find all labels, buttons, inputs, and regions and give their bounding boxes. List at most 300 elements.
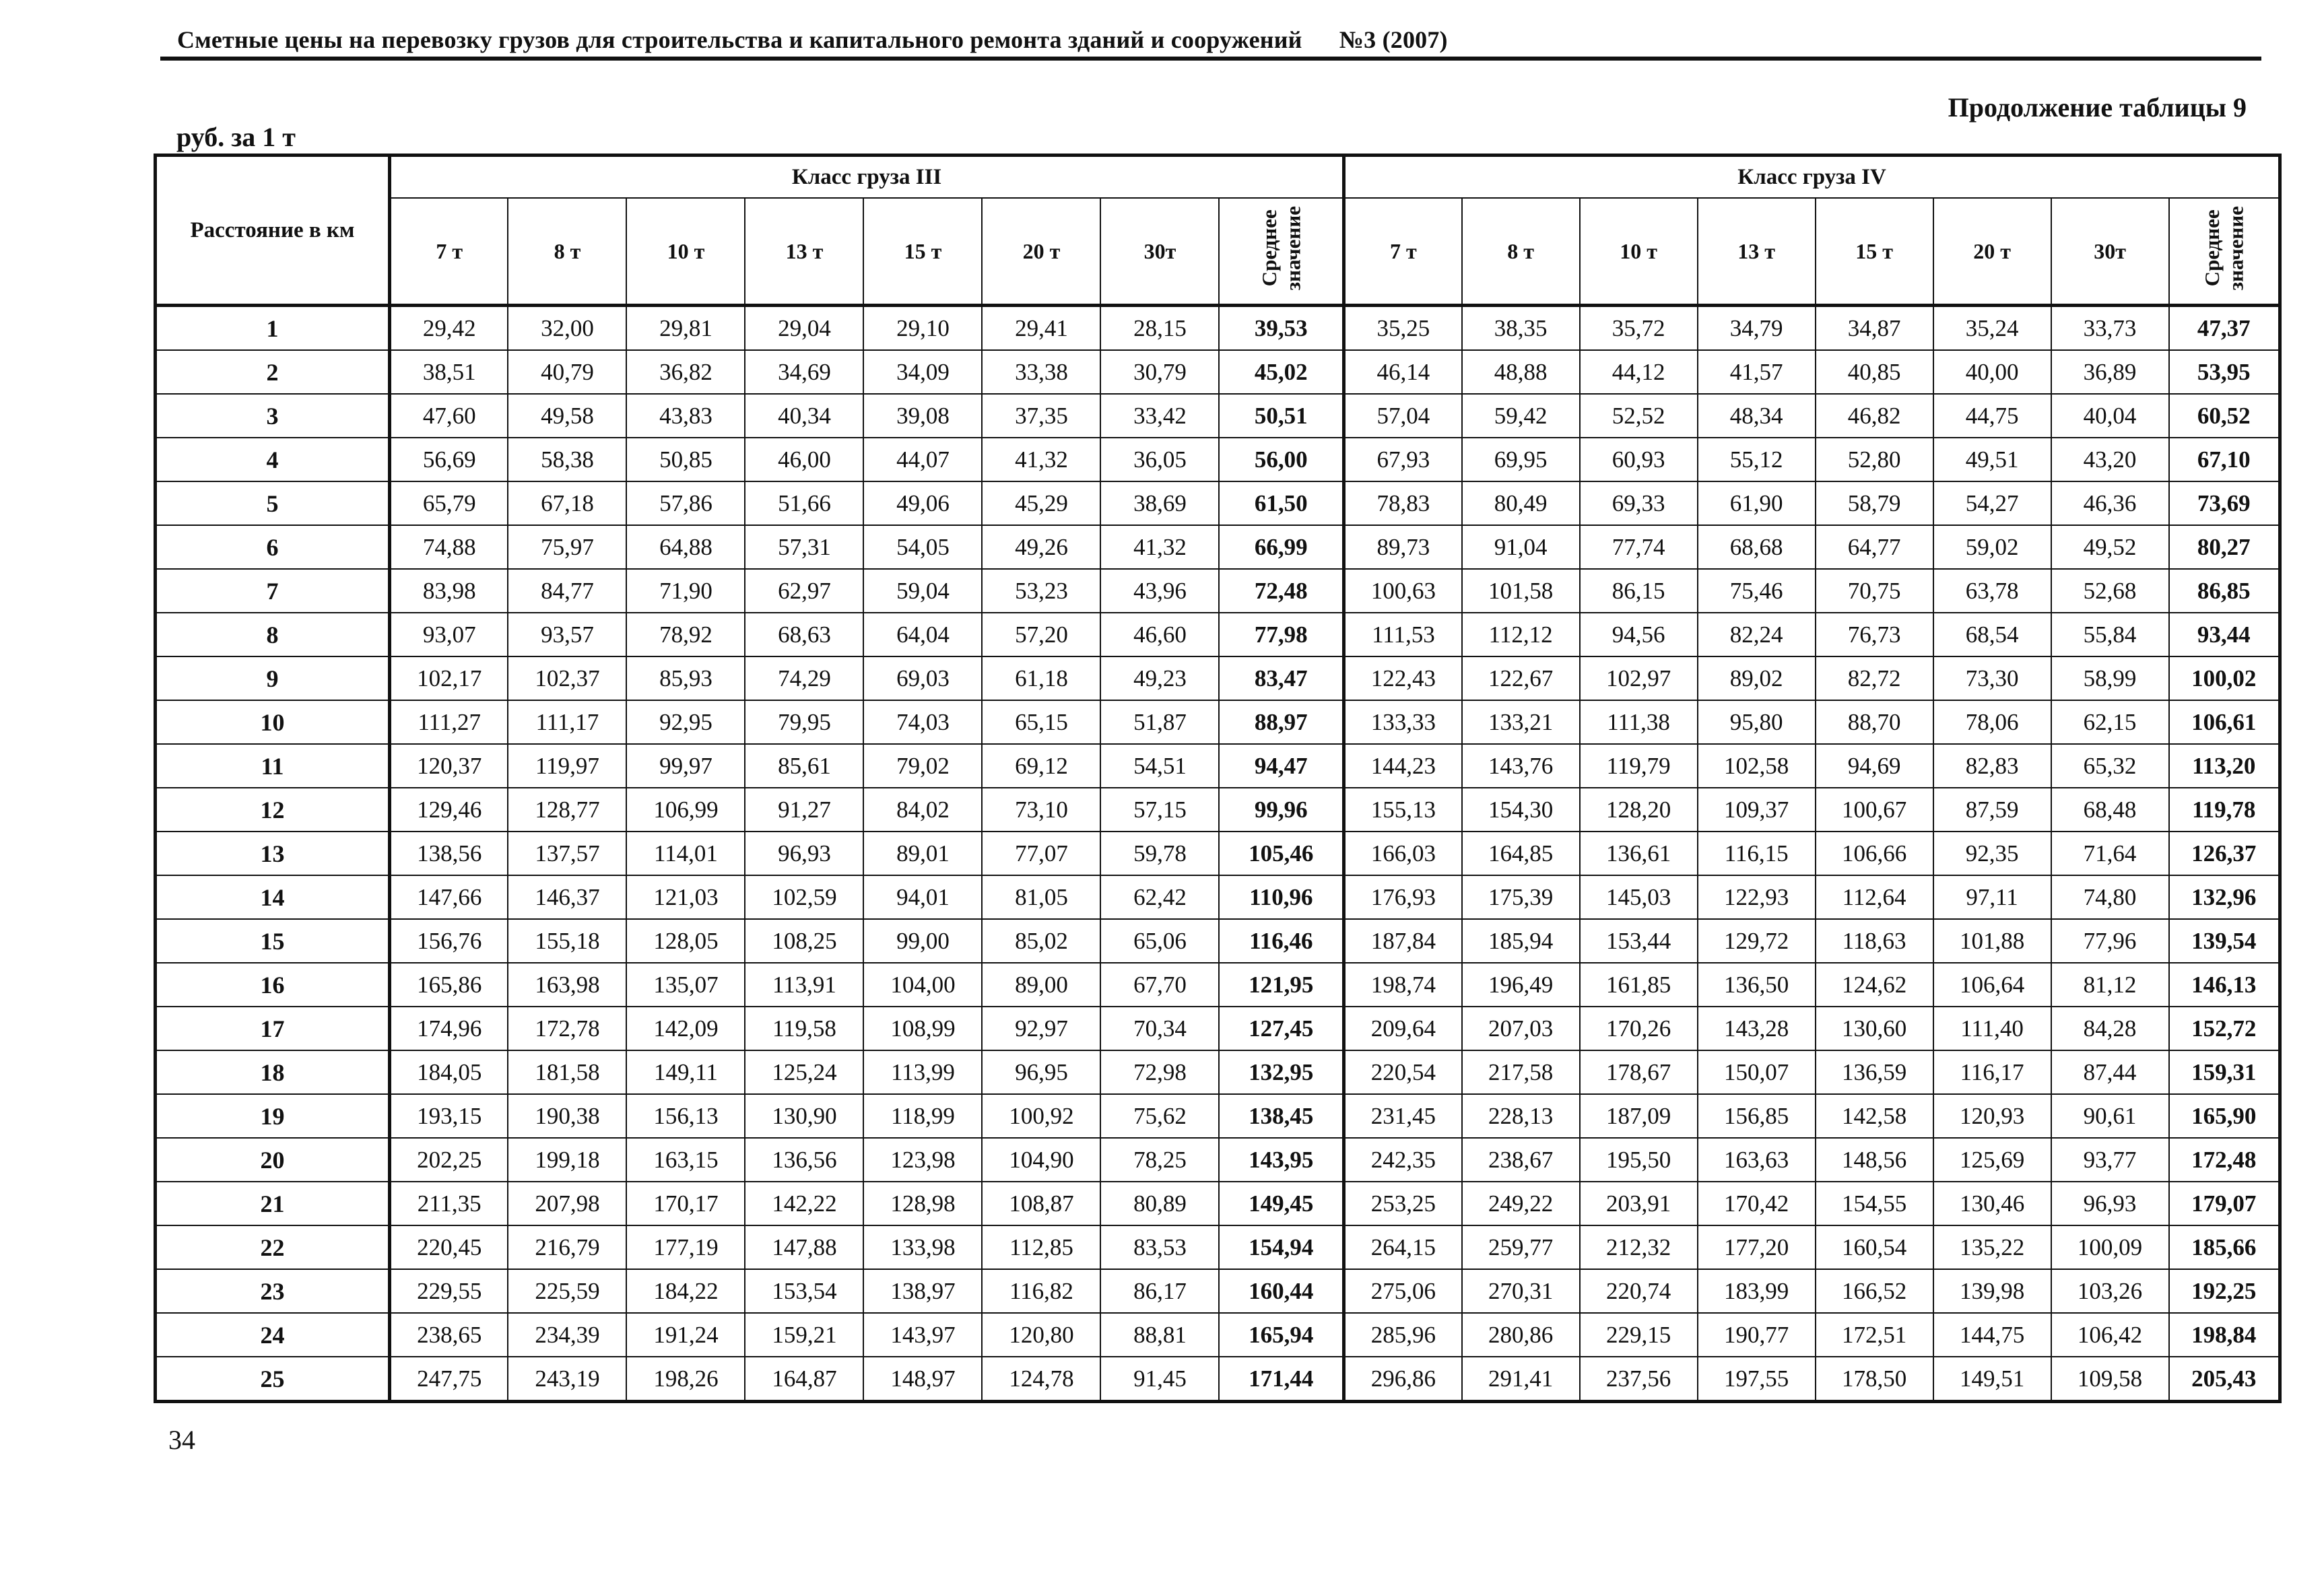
price-cell: 190,38 bbox=[508, 1094, 626, 1138]
price-cell: 68,68 bbox=[1698, 525, 1816, 569]
price-cell: 52,68 bbox=[2051, 569, 2169, 613]
price-cell: 130,90 bbox=[745, 1094, 863, 1138]
price-cell: 73,30 bbox=[1933, 656, 2051, 700]
price-cell: 49,52 bbox=[2051, 525, 2169, 569]
price-cell: 220,74 bbox=[1580, 1269, 1698, 1313]
price-cell: 44,07 bbox=[863, 438, 982, 481]
average-cell: 149,45 bbox=[1219, 1182, 1343, 1225]
price-cell: 147,66 bbox=[389, 875, 508, 919]
price-cell: 46,00 bbox=[745, 438, 863, 481]
average-cell: 73,69 bbox=[2169, 481, 2280, 525]
price-cell: 59,78 bbox=[1100, 832, 1219, 875]
price-cell: 237,56 bbox=[1580, 1357, 1698, 1402]
price-cell: 29,81 bbox=[626, 306, 745, 351]
price-cell: 57,15 bbox=[1100, 788, 1219, 832]
price-cell: 44,75 bbox=[1933, 394, 2051, 438]
price-cell: 89,02 bbox=[1698, 656, 1816, 700]
price-cell: 102,97 bbox=[1580, 656, 1698, 700]
average-cell: 139,54 bbox=[2169, 919, 2280, 963]
average-cell: 88,97 bbox=[1219, 700, 1343, 744]
average-cell: 159,31 bbox=[2169, 1050, 2280, 1094]
average-cell: 110,96 bbox=[1219, 875, 1343, 919]
average-cell: 121,95 bbox=[1219, 963, 1343, 1007]
price-cell: 62,15 bbox=[2051, 700, 2169, 744]
price-cell: 88,81 bbox=[1100, 1313, 1219, 1357]
table-row bbox=[156, 1225, 2280, 1269]
price-cell: 34,09 bbox=[863, 350, 982, 394]
price-cell: 135,22 bbox=[1933, 1225, 2051, 1269]
distance-cell: 17 bbox=[156, 1007, 390, 1050]
table-row bbox=[156, 656, 2280, 700]
price-cell: 72,98 bbox=[1100, 1050, 1219, 1094]
price-cell: 40,34 bbox=[745, 394, 863, 438]
price-cell: 109,58 bbox=[2051, 1357, 2169, 1402]
table-row bbox=[156, 1357, 2280, 1402]
average-cell: 152,72 bbox=[2169, 1007, 2280, 1050]
price-cell: 35,24 bbox=[1933, 306, 2051, 351]
price-cell: 48,34 bbox=[1698, 394, 1816, 438]
price-cell: 220,54 bbox=[1344, 1050, 1462, 1094]
price-cell: 270,31 bbox=[1462, 1269, 1580, 1313]
price-cell: 101,58 bbox=[1462, 569, 1580, 613]
average-cell: 165,94 bbox=[1219, 1313, 1343, 1357]
price-cell: 55,12 bbox=[1698, 438, 1816, 481]
table-row bbox=[156, 306, 2280, 351]
price-cell: 75,62 bbox=[1100, 1094, 1219, 1138]
average-cell: 99,96 bbox=[1219, 788, 1343, 832]
price-cell: 163,98 bbox=[508, 963, 626, 1007]
price-cell: 106,64 bbox=[1933, 963, 2051, 1007]
table-row bbox=[156, 1269, 2280, 1313]
price-cell: 67,70 bbox=[1100, 963, 1219, 1007]
price-cell: 104,90 bbox=[982, 1138, 1100, 1182]
price-cell: 87,59 bbox=[1933, 788, 2051, 832]
price-cell: 123,98 bbox=[863, 1138, 982, 1182]
distance-cell: 12 bbox=[156, 788, 390, 832]
price-cell: 102,58 bbox=[1698, 744, 1816, 788]
price-cell: 116,82 bbox=[982, 1269, 1100, 1313]
price-cell: 156,76 bbox=[389, 919, 508, 963]
price-cell: 108,99 bbox=[863, 1007, 982, 1050]
price-cell: 57,20 bbox=[982, 613, 1100, 656]
price-cell: 124,62 bbox=[1816, 963, 1933, 1007]
distance-cell: 5 bbox=[156, 481, 390, 525]
price-cell: 74,88 bbox=[389, 525, 508, 569]
price-cell: 113,99 bbox=[863, 1050, 982, 1094]
price-cell: 57,31 bbox=[745, 525, 863, 569]
price-cell: 177,19 bbox=[626, 1225, 745, 1269]
price-cell: 118,63 bbox=[1816, 919, 1933, 963]
price-cell: 175,39 bbox=[1462, 875, 1580, 919]
table-row bbox=[156, 1182, 2280, 1225]
price-cell: 78,92 bbox=[626, 613, 745, 656]
price-cell: 143,97 bbox=[863, 1313, 982, 1357]
price-cell: 129,46 bbox=[389, 788, 508, 832]
price-cell: 46,82 bbox=[1816, 394, 1933, 438]
price-cell: 43,83 bbox=[626, 394, 745, 438]
price-cell: 142,09 bbox=[626, 1007, 745, 1050]
average-cell: 179,07 bbox=[2169, 1182, 2280, 1225]
price-cell: 133,21 bbox=[1462, 700, 1580, 744]
price-cell: 78,25 bbox=[1100, 1138, 1219, 1182]
price-cell: 68,54 bbox=[1933, 613, 2051, 656]
price-cell: 45,29 bbox=[982, 481, 1100, 525]
price-cell: 203,91 bbox=[1580, 1182, 1698, 1225]
price-cell: 112,64 bbox=[1816, 875, 1933, 919]
price-cell: 95,80 bbox=[1698, 700, 1816, 744]
distance-cell: 9 bbox=[156, 656, 390, 700]
distance-cell: 25 bbox=[156, 1357, 390, 1402]
price-cell: 172,51 bbox=[1816, 1313, 1933, 1357]
price-cell: 28,15 bbox=[1100, 306, 1219, 351]
average-cell: 45,02 bbox=[1219, 350, 1343, 394]
price-cell: 112,85 bbox=[982, 1225, 1100, 1269]
price-cell: 49,51 bbox=[1933, 438, 2051, 481]
price-cell: 135,07 bbox=[626, 963, 745, 1007]
price-cell: 144,23 bbox=[1344, 744, 1462, 788]
price-cell: 220,45 bbox=[389, 1225, 508, 1269]
price-cell: 94,56 bbox=[1580, 613, 1698, 656]
column-header: 13 т bbox=[1698, 198, 1816, 306]
price-cell: 185,94 bbox=[1462, 919, 1580, 963]
price-cell: 178,50 bbox=[1816, 1357, 1933, 1402]
table-row bbox=[156, 438, 2280, 481]
price-cell: 154,55 bbox=[1816, 1182, 1933, 1225]
price-cell: 96,95 bbox=[982, 1050, 1100, 1094]
table-row bbox=[156, 525, 2280, 569]
price-cell: 193,15 bbox=[389, 1094, 508, 1138]
price-cell: 156,85 bbox=[1698, 1094, 1816, 1138]
average-cell: 77,98 bbox=[1219, 613, 1343, 656]
price-cell: 146,37 bbox=[508, 875, 626, 919]
price-cell: 165,86 bbox=[389, 963, 508, 1007]
distance-cell: 1 bbox=[156, 306, 390, 351]
price-cell: 121,03 bbox=[626, 875, 745, 919]
price-cell: 111,17 bbox=[508, 700, 626, 744]
price-cell: 111,38 bbox=[1580, 700, 1698, 744]
price-cell: 84,28 bbox=[2051, 1007, 2169, 1050]
price-cell: 90,61 bbox=[2051, 1094, 2169, 1138]
price-cell: 125,69 bbox=[1933, 1138, 2051, 1182]
price-cell: 264,15 bbox=[1344, 1225, 1462, 1269]
price-cell: 212,32 bbox=[1580, 1225, 1698, 1269]
price-cell: 85,93 bbox=[626, 656, 745, 700]
distance-cell: 15 bbox=[156, 919, 390, 963]
price-cell: 40,79 bbox=[508, 350, 626, 394]
price-cell: 64,77 bbox=[1816, 525, 1933, 569]
price-cell: 41,32 bbox=[982, 438, 1100, 481]
average-cell: 56,00 bbox=[1219, 438, 1343, 481]
header-title: Сметные цены на перевозку грузов для строительства и капитального ремонта зданий и сооружений bbox=[177, 26, 1302, 53]
price-cell: 197,55 bbox=[1698, 1357, 1816, 1402]
price-cell: 153,54 bbox=[745, 1269, 863, 1313]
price-cell: 41,57 bbox=[1698, 350, 1816, 394]
price-cell: 243,19 bbox=[508, 1357, 626, 1402]
price-cell: 82,83 bbox=[1933, 744, 2051, 788]
price-cell: 34,69 bbox=[745, 350, 863, 394]
price-cell: 130,46 bbox=[1933, 1182, 2051, 1225]
price-cell: 58,79 bbox=[1816, 481, 1933, 525]
price-cell: 34,87 bbox=[1816, 306, 1933, 351]
price-cell: 65,32 bbox=[2051, 744, 2169, 788]
column-header: 7 т bbox=[389, 198, 508, 306]
price-cell: 62,97 bbox=[745, 569, 863, 613]
price-cell: 119,79 bbox=[1580, 744, 1698, 788]
price-cell: 102,17 bbox=[389, 656, 508, 700]
price-cell: 99,97 bbox=[626, 744, 745, 788]
average-cell: 47,37 bbox=[2169, 306, 2280, 351]
price-cell: 108,87 bbox=[982, 1182, 1100, 1225]
price-cell: 138,97 bbox=[863, 1269, 982, 1313]
table-row bbox=[156, 1138, 2280, 1182]
group-header-class-3: Класс груза III bbox=[389, 156, 1343, 199]
price-cell: 57,04 bbox=[1344, 394, 1462, 438]
table-column-header-row bbox=[156, 198, 2280, 306]
price-cell: 52,80 bbox=[1816, 438, 1933, 481]
average-cell: 61,50 bbox=[1219, 481, 1343, 525]
average-cell: 172,48 bbox=[2169, 1138, 2280, 1182]
average-cell: 60,52 bbox=[2169, 394, 2280, 438]
price-cell: 149,11 bbox=[626, 1050, 745, 1094]
price-cell: 38,69 bbox=[1100, 481, 1219, 525]
price-cell: 187,09 bbox=[1580, 1094, 1698, 1138]
average-cell: 67,10 bbox=[2169, 438, 2280, 481]
average-cell: 80,27 bbox=[2169, 525, 2280, 569]
price-cell: 113,91 bbox=[745, 963, 863, 1007]
price-cell: 39,08 bbox=[863, 394, 982, 438]
price-cell: 166,52 bbox=[1816, 1269, 1933, 1313]
price-cell: 228,13 bbox=[1462, 1094, 1580, 1138]
price-cell: 77,07 bbox=[982, 832, 1100, 875]
average-cell: 138,45 bbox=[1219, 1094, 1343, 1138]
column-header: 7 т bbox=[1344, 198, 1462, 306]
price-cell: 70,34 bbox=[1100, 1007, 1219, 1050]
price-cell: 231,45 bbox=[1344, 1094, 1462, 1138]
table-row bbox=[156, 788, 2280, 832]
price-cell: 207,98 bbox=[508, 1182, 626, 1225]
price-cell: 102,59 bbox=[745, 875, 863, 919]
price-cell: 74,03 bbox=[863, 700, 982, 744]
price-cell: 124,78 bbox=[982, 1357, 1100, 1402]
price-cell: 128,20 bbox=[1580, 788, 1698, 832]
column-header: 15 т bbox=[1816, 198, 1933, 306]
price-cell: 54,51 bbox=[1100, 744, 1219, 788]
price-cell: 187,84 bbox=[1344, 919, 1462, 963]
price-cell: 59,02 bbox=[1933, 525, 2051, 569]
price-cell: 184,22 bbox=[626, 1269, 745, 1313]
average-cell: 66,99 bbox=[1219, 525, 1343, 569]
distance-header: Расстояние в км bbox=[156, 156, 390, 306]
price-cell: 164,85 bbox=[1462, 832, 1580, 875]
price-cell: 92,35 bbox=[1933, 832, 2051, 875]
column-header: 30т bbox=[2051, 198, 2169, 306]
table-row bbox=[156, 1007, 2280, 1050]
price-cell: 116,17 bbox=[1933, 1050, 2051, 1094]
price-cell: 172,78 bbox=[508, 1007, 626, 1050]
price-cell: 280,86 bbox=[1462, 1313, 1580, 1357]
average-cell: 165,90 bbox=[2169, 1094, 2280, 1138]
price-cell: 33,38 bbox=[982, 350, 1100, 394]
average-cell: 93,44 bbox=[2169, 613, 2280, 656]
price-cell: 89,01 bbox=[863, 832, 982, 875]
price-cell: 92,97 bbox=[982, 1007, 1100, 1050]
price-cell: 82,24 bbox=[1698, 613, 1816, 656]
column-header bbox=[1219, 198, 1343, 306]
price-cell: 91,04 bbox=[1462, 525, 1580, 569]
average-cell: 171,44 bbox=[1219, 1357, 1343, 1402]
distance-cell: 14 bbox=[156, 875, 390, 919]
price-cell: 122,93 bbox=[1698, 875, 1816, 919]
price-cell: 61,90 bbox=[1698, 481, 1816, 525]
price-cell: 74,80 bbox=[2051, 875, 2169, 919]
price-cell: 139,98 bbox=[1933, 1269, 2051, 1313]
price-cell: 68,63 bbox=[745, 613, 863, 656]
column-header: 30т bbox=[1100, 198, 1219, 306]
table-row bbox=[156, 700, 2280, 744]
price-cell: 74,29 bbox=[745, 656, 863, 700]
price-cell: 46,14 bbox=[1344, 350, 1462, 394]
table-row bbox=[156, 1094, 2280, 1138]
price-cell: 147,88 bbox=[745, 1225, 863, 1269]
price-cell: 92,95 bbox=[626, 700, 745, 744]
price-cell: 128,77 bbox=[508, 788, 626, 832]
price-cell: 216,79 bbox=[508, 1225, 626, 1269]
price-cell: 108,25 bbox=[745, 919, 863, 963]
price-cell: 111,27 bbox=[389, 700, 508, 744]
price-cell: 80,49 bbox=[1462, 481, 1580, 525]
price-cell: 190,77 bbox=[1698, 1313, 1816, 1357]
price-cell: 38,35 bbox=[1462, 306, 1580, 351]
table-row bbox=[156, 569, 2280, 613]
price-cell: 102,37 bbox=[508, 656, 626, 700]
price-cell: 100,63 bbox=[1344, 569, 1462, 613]
price-cell: 84,77 bbox=[508, 569, 626, 613]
price-cell: 111,53 bbox=[1344, 613, 1462, 656]
price-cell: 54,27 bbox=[1933, 481, 2051, 525]
price-cell: 291,41 bbox=[1462, 1357, 1580, 1402]
average-value-header: Среднее значение bbox=[2199, 206, 2248, 291]
distance-cell: 2 bbox=[156, 350, 390, 394]
price-cell: 93,57 bbox=[508, 613, 626, 656]
price-cell: 78,83 bbox=[1344, 481, 1462, 525]
price-cell: 54,05 bbox=[863, 525, 982, 569]
average-cell: 105,46 bbox=[1219, 832, 1343, 875]
price-cell: 176,93 bbox=[1344, 875, 1462, 919]
price-cell: 49,26 bbox=[982, 525, 1100, 569]
table-row bbox=[156, 832, 2280, 875]
price-cell: 101,88 bbox=[1933, 919, 2051, 963]
price-cell: 211,35 bbox=[389, 1182, 508, 1225]
table-row bbox=[156, 963, 2280, 1007]
table-row bbox=[156, 919, 2280, 963]
price-cell: 100,67 bbox=[1816, 788, 1933, 832]
price-cell: 91,45 bbox=[1100, 1357, 1219, 1402]
price-cell: 111,40 bbox=[1933, 1007, 2051, 1050]
price-cell: 91,27 bbox=[745, 788, 863, 832]
price-cell: 40,04 bbox=[2051, 394, 2169, 438]
price-cell: 76,73 bbox=[1816, 613, 1933, 656]
price-cell: 94,69 bbox=[1816, 744, 1933, 788]
price-cell: 229,15 bbox=[1580, 1313, 1698, 1357]
price-cell: 34,79 bbox=[1698, 306, 1816, 351]
distance-cell: 11 bbox=[156, 744, 390, 788]
price-cell: 142,22 bbox=[745, 1182, 863, 1225]
price-cell: 163,63 bbox=[1698, 1138, 1816, 1182]
table-row bbox=[156, 481, 2280, 525]
price-cell: 75,97 bbox=[508, 525, 626, 569]
distance-cell: 10 bbox=[156, 700, 390, 744]
price-cell: 85,61 bbox=[745, 744, 863, 788]
price-cell: 106,42 bbox=[2051, 1313, 2169, 1357]
price-cell: 160,54 bbox=[1816, 1225, 1933, 1269]
price-cell: 143,76 bbox=[1462, 744, 1580, 788]
price-cell: 80,89 bbox=[1100, 1182, 1219, 1225]
column-header: 20 т bbox=[1933, 198, 2051, 306]
price-cell: 133,33 bbox=[1344, 700, 1462, 744]
average-cell: 83,47 bbox=[1219, 656, 1343, 700]
price-cell: 86,15 bbox=[1580, 569, 1698, 613]
price-cell: 89,73 bbox=[1344, 525, 1462, 569]
units-label: руб. за 1 т bbox=[176, 122, 296, 152]
price-cell: 78,06 bbox=[1933, 700, 2051, 744]
price-cell: 217,58 bbox=[1462, 1050, 1580, 1094]
table-row bbox=[156, 350, 2280, 394]
price-cell: 120,37 bbox=[389, 744, 508, 788]
price-cell: 71,90 bbox=[626, 569, 745, 613]
price-cell: 70,75 bbox=[1816, 569, 1933, 613]
column-header: 13 т bbox=[745, 198, 863, 306]
price-cell: 53,23 bbox=[982, 569, 1100, 613]
average-cell: 192,25 bbox=[2169, 1269, 2280, 1313]
price-cell: 35,25 bbox=[1344, 306, 1462, 351]
distance-cell: 3 bbox=[156, 394, 390, 438]
price-cell: 275,06 bbox=[1344, 1269, 1462, 1313]
price-cell: 93,77 bbox=[2051, 1138, 2169, 1182]
price-cell: 161,85 bbox=[1580, 963, 1698, 1007]
column-header: 15 т bbox=[863, 198, 982, 306]
price-cell: 156,13 bbox=[626, 1094, 745, 1138]
price-cell: 225,59 bbox=[508, 1269, 626, 1313]
price-cell: 75,46 bbox=[1698, 569, 1816, 613]
price-cell: 46,36 bbox=[2051, 481, 2169, 525]
price-cell: 33,73 bbox=[2051, 306, 2169, 351]
price-cell: 209,64 bbox=[1344, 1007, 1462, 1050]
average-cell: 146,13 bbox=[2169, 963, 2280, 1007]
price-cell: 159,21 bbox=[745, 1313, 863, 1357]
price-cell: 69,33 bbox=[1580, 481, 1698, 525]
price-cell: 148,56 bbox=[1816, 1138, 1933, 1182]
price-cell: 122,43 bbox=[1344, 656, 1462, 700]
distance-cell: 8 bbox=[156, 613, 390, 656]
price-cell: 63,78 bbox=[1933, 569, 2051, 613]
price-cell: 253,25 bbox=[1344, 1182, 1462, 1225]
price-cell: 40,00 bbox=[1933, 350, 2051, 394]
price-cell: 65,15 bbox=[982, 700, 1100, 744]
price-cell: 57,86 bbox=[626, 481, 745, 525]
price-cell: 69,95 bbox=[1462, 438, 1580, 481]
average-cell: 132,96 bbox=[2169, 875, 2280, 919]
price-cell: 144,75 bbox=[1933, 1313, 2051, 1357]
price-cell: 174,96 bbox=[389, 1007, 508, 1050]
price-cell: 103,26 bbox=[2051, 1269, 2169, 1313]
price-cell: 65,79 bbox=[389, 481, 508, 525]
price-cell: 51,66 bbox=[745, 481, 863, 525]
price-cell: 170,42 bbox=[1698, 1182, 1816, 1225]
price-cell: 112,12 bbox=[1462, 613, 1580, 656]
price-cell: 100,09 bbox=[2051, 1225, 2169, 1269]
price-cell: 40,85 bbox=[1816, 350, 1933, 394]
column-header bbox=[2169, 198, 2280, 306]
